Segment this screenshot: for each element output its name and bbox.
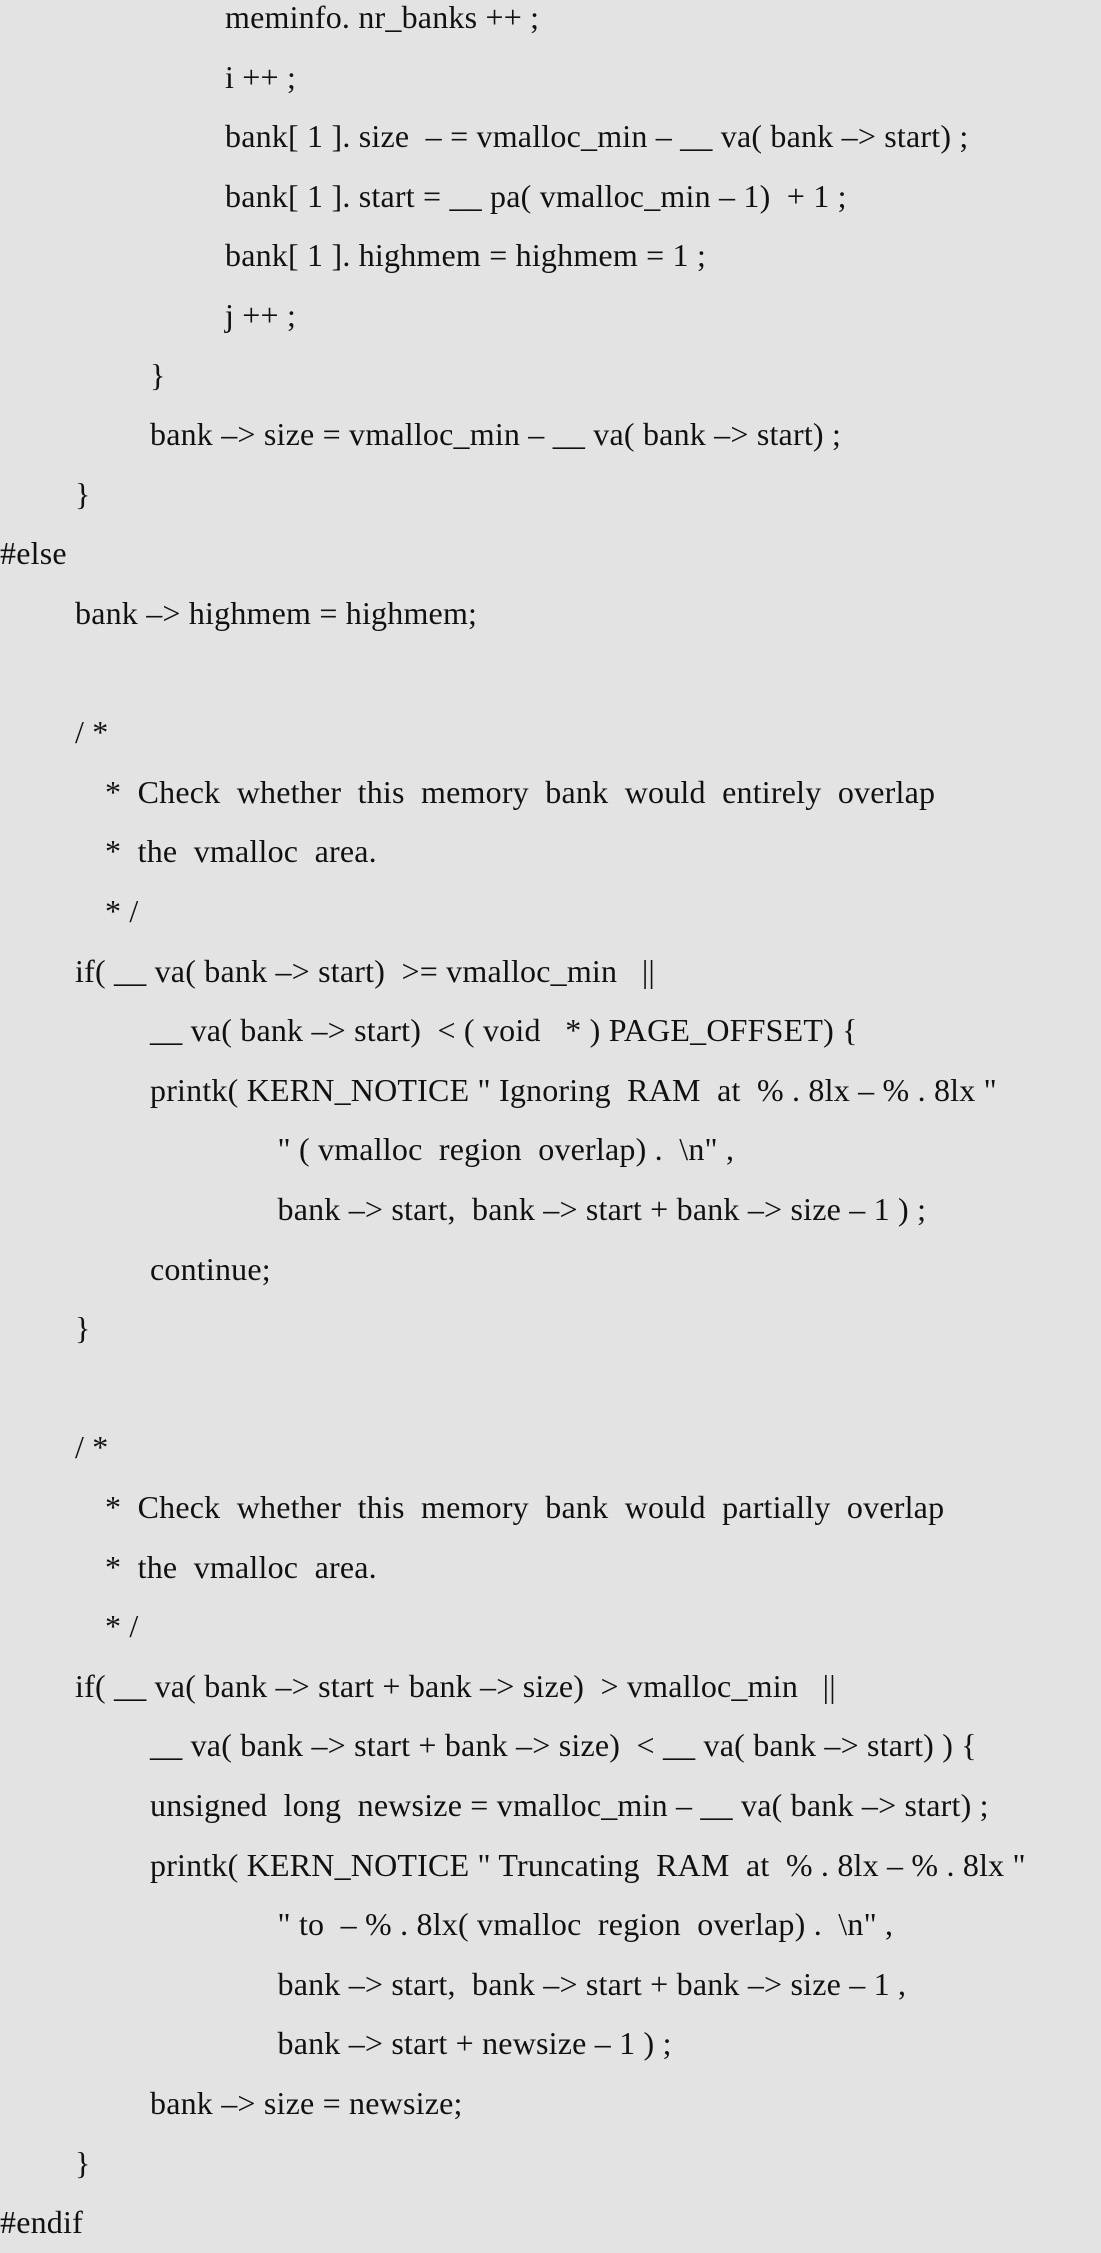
code-line: bank –> size = newsize; [150,2085,463,2121]
code-line: } [150,356,166,393]
code-line: printk( KERN_NOTICE " Truncating RAM at % . 8lx – % . 8lx " [150,1846,1026,1883]
code-line: i ++ ; [225,58,297,95]
code-line: bank –> start + newsize – 1 ) ; [277,2025,672,2062]
code-line: * Check whether this memory bank would entirely overlap [105,773,936,810]
code-line: bank –> start, bank –> start + bank –> size – 1 , [277,1965,907,2002]
code-line: bank[ 1 ]. highmem = highmem = 1 ; [225,237,707,274]
code-line: bank –> start, bank –> start + bank –> size – 1 ) ; [277,1191,927,1227]
code-line: unsigned long newsize = vmalloc_min – __ va( bank –> start) ; [150,1787,989,1823]
code-line: / * [75,1429,109,1466]
code-line: bank[ 1 ]. start = __ pa( vmalloc_min – 1) + 1 ; [225,177,847,214]
code-line: " ( vmalloc region overlap) . \n" , [277,1131,735,1168]
code-line: meminfo. nr_banks ++ ; [225,0,540,35]
code-line: __ va( bank –> start) < ( void * ) PAGE_OFFSET) { [150,1012,858,1049]
code-line: * the vmalloc area. [105,1548,377,1585]
code-line: * / [105,1608,139,1645]
code-line: " to – % . 8lx( vmalloc region overlap) . \n" , [277,1906,894,1943]
code-line: __ va( bank –> start + bank –> size) < __ va( bank –> start) ) { [150,1727,977,1764]
code-line: / * [75,714,109,751]
code-line: #else [0,535,67,572]
code-line: continue; [150,1250,271,1287]
code-line: } [75,2144,91,2181]
code-line: } [75,475,91,512]
code-line: if( __ va( bank –> start + bank –> size) > vmalloc_min || [75,1667,836,1704]
code-line: * the vmalloc area. [105,833,377,870]
code-line: j ++ ; [225,297,297,333]
code-line: } [75,1310,91,1347]
code-line: #endif [0,2204,83,2241]
code-line: if( __ va( bank –> start) >= vmalloc_min || [75,952,656,989]
code-line: printk( KERN_NOTICE " Ignoring RAM at % . 8lx – % . 8lx " [150,1071,997,1108]
code-line: bank[ 1 ]. size – = vmalloc_min – __ va( bank –> start) ; [225,118,969,155]
code-line: * / [105,893,139,929]
code-line: bank –> highmem = highmem; [75,595,478,631]
code-line: bank –> size = vmalloc_min – __ va( bank –> start) ; [150,416,842,453]
code-line: * Check whether this memory bank would partially overlap [105,1489,945,1525]
